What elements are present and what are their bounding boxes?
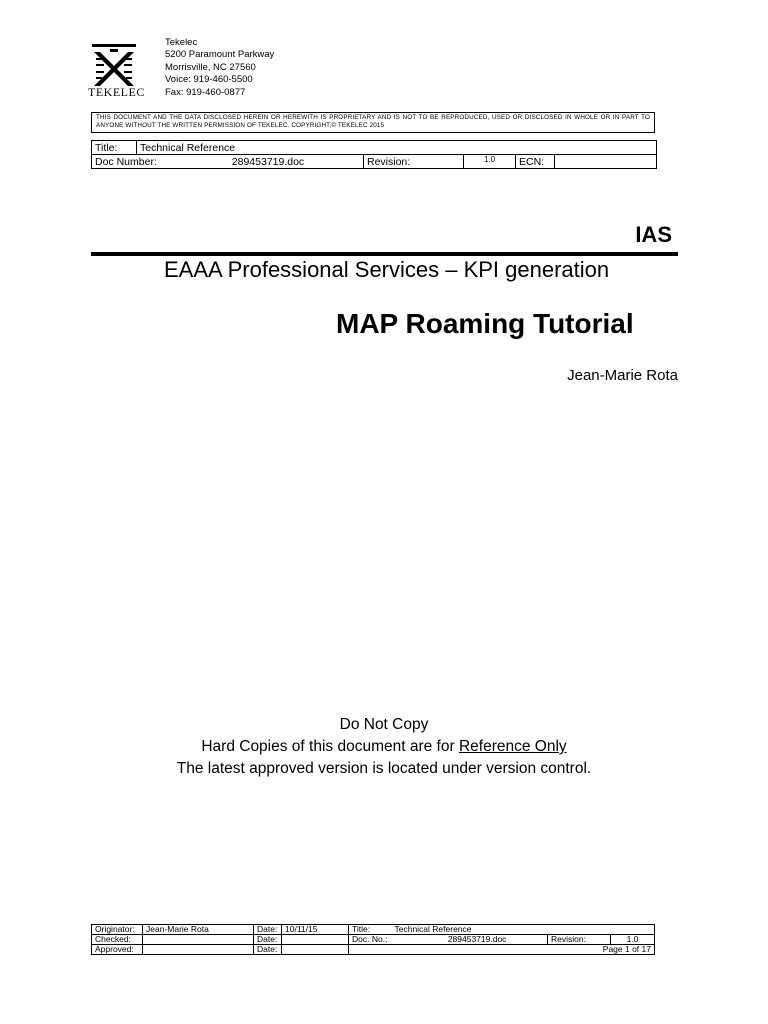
footer-revision-value: 1.0 [611,935,655,945]
document-title: MAP Roaming Tutorial [336,308,634,339]
document-info-table [91,140,657,169]
revision-label: Revision: [364,155,464,169]
date-value [282,945,349,955]
originator-label: Originator: [92,925,143,935]
logo-wordmark: TEKELEC [88,85,145,99]
copy-notice-text: Hard Copies of this document are for [201,738,459,755]
approved-label: Approved: [92,945,143,955]
title-value: Technical Reference [137,141,657,155]
doc-no-value: 289453719.doc [447,934,507,944]
copy-notice-line: Do Not Copy [339,716,429,733]
tekelec-logo-icon [92,44,136,86]
table-row [92,945,655,955]
originator-value: Jean-Marie Rota [143,925,254,935]
doc-no-cell [349,935,548,945]
page-number: Page 1 of 17 [349,945,655,955]
document-subtitle: EAAA Professional Services – KPI generation [164,257,610,282]
date-label: Date: [254,945,282,955]
revision-value: 1.0 [464,155,516,169]
address-line: Tekelec [165,37,198,48]
company-address [165,37,274,99]
ecn-value [555,155,657,169]
copy-notice [0,714,768,780]
footer-title-value: Technical Reference [394,924,472,934]
footer-table [91,924,655,955]
doc-no-label: Doc. No.: [352,934,388,944]
reference-only-text: Reference Only [458,738,567,755]
address-line: Fax: 919-460-0877 [165,86,246,98]
document-author: Jean-Marie Rota [567,367,678,384]
footer-revision-label: Revision: [548,935,611,945]
address-line: Voice: 919-460-5500 [165,74,253,86]
ecn-label: ECN: [516,155,555,169]
address-line: Morrisville, NC 27560 [165,61,256,73]
table-row [92,155,657,169]
group-heading: IAS [635,222,672,247]
heading-rule [91,252,678,256]
footer-title-label: Title: [352,924,371,934]
table-row [92,925,655,935]
checked-value [143,935,254,945]
table-row [92,141,657,155]
checked-label: Checked: [92,935,143,945]
date-label: Date: [254,925,282,935]
doc-number-label: Doc Number: [95,155,157,168]
address-line: 5200 Paramount Parkway [165,49,275,61]
table-row [92,935,655,945]
footer-title-cell [349,925,655,935]
title-label: Title: [92,141,137,155]
approved-value [143,945,254,955]
copy-notice-line: The latest approved version is located under version control. [176,760,592,777]
proprietary-notice: THIS DOCUMENT AND THE DATA DISCLOSED HEREIN OR HEREWITH IS PROPRIETARY AND IS NOT TO BE REPRODUCED, USED OR DISCLOSED IN WHOLE OR IN PART TO ANYONE WITHOUT THE WRITTEN PERMISSION OF TEKELEC. COPYRIGHT,© TEKELEC 2015 [91,112,655,133]
doc-number-value: 289453719.doc [231,155,305,168]
date-value [282,935,349,945]
copy-notice-line [0,736,768,758]
date-label: Date: [254,935,282,945]
date-value: 10/11/15 [282,925,349,935]
doc-number-cell [92,155,364,169]
